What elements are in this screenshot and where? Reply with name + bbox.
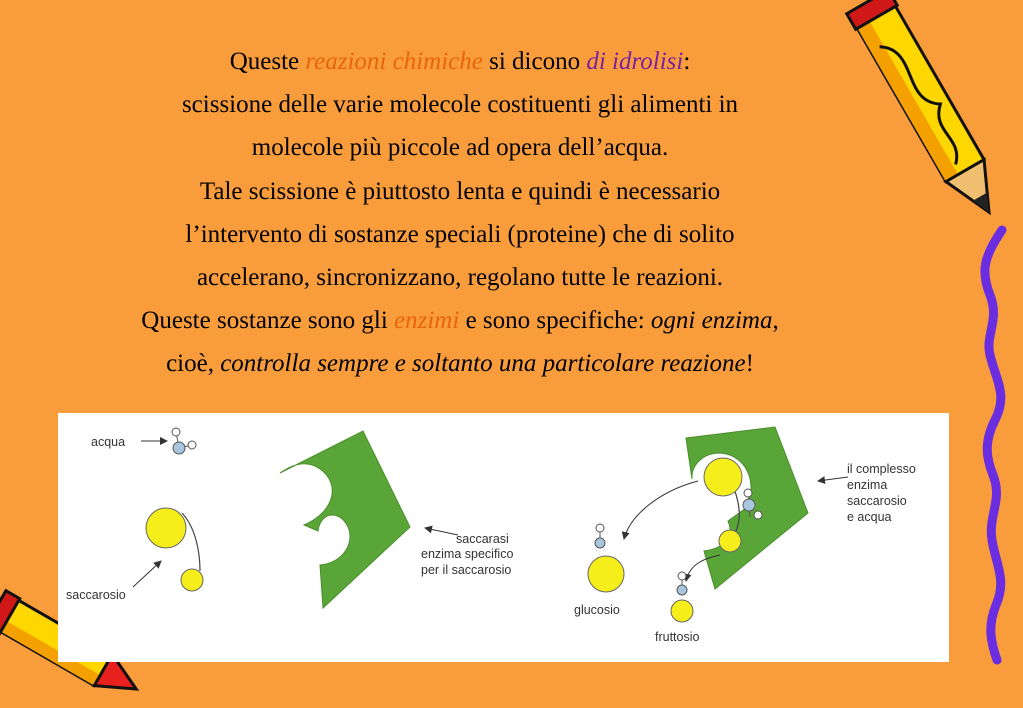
fructose-molecule-icon: [671, 572, 693, 622]
water-molecule-icon: [172, 428, 196, 454]
arrow-to-glucosio: [624, 481, 698, 539]
label-saccarasi-1: saccarasi: [456, 532, 509, 546]
text-span: e sono specifiche:: [459, 307, 651, 335]
text-line-4: Tale scissione è piuttosto lenta e quindi è necessario: [199, 177, 721, 205]
emphasis-di-idrolisi: di idrolisi: [586, 48, 684, 75]
text-line-6: accelerano, sincronizzano, regolano tutte le reazioni.: [196, 264, 724, 292]
emphasis-enzimi: enzimi: [394, 307, 460, 335]
label-complesso-3: saccarosio: [847, 494, 907, 508]
text-span: si dicono: [482, 48, 587, 75]
text-line-5: l’intervento di sostanze speciali (proteine) che di solito: [185, 220, 735, 248]
slide-body-text: [20, 40, 900, 386]
label-glucosio: glucosio: [574, 603, 620, 617]
arrow-saccarasi: [425, 528, 458, 535]
label-saccarasi-3: per il saccarosio: [421, 563, 512, 577]
sucrose-molecule-icon: [146, 508, 203, 591]
arrow-saccarosio: [133, 561, 161, 587]
text-span: Queste: [229, 48, 306, 75]
text-span: :: [683, 48, 691, 75]
arrow-complesso: [818, 477, 848, 481]
label-saccarasi-2: enzima specifico: [421, 547, 514, 561]
label-acqua: acqua: [91, 435, 126, 449]
label-complesso-4: e acqua: [847, 510, 892, 524]
glucose-molecule-icon: [588, 524, 624, 592]
label-saccarosio: saccarosio: [66, 588, 126, 602]
hydrolysis-diagram: [58, 413, 949, 662]
label-complesso-2: enzima: [847, 478, 888, 492]
text-line-7: [20, 299, 900, 342]
label-complesso-1: il complesso: [847, 462, 916, 476]
enzyme-saccarasi-shape: [280, 431, 410, 608]
text-line-2: scissione delle varie molecole costituenti gli alimenti in: [181, 91, 739, 119]
text-span: Queste sostanze sono gli: [141, 307, 395, 335]
text-line-1: [20, 40, 900, 83]
text-span: cioè,: [166, 350, 221, 378]
text-span: !: [745, 350, 754, 378]
label-fruttosio: fruttosio: [655, 630, 700, 644]
text-line-8: [20, 342, 900, 385]
text-span: ,: [772, 307, 779, 335]
text-line-3: molecole più piccole ad opera dell’acqua.: [251, 134, 669, 162]
emphasis-reazioni-chimiche: reazioni chimiche: [305, 48, 483, 75]
emphasis-controlla: controlla sempre e soltanto una particolare reazione: [220, 350, 746, 378]
emphasis-ogni-enzima: ogni enzima: [650, 307, 773, 335]
